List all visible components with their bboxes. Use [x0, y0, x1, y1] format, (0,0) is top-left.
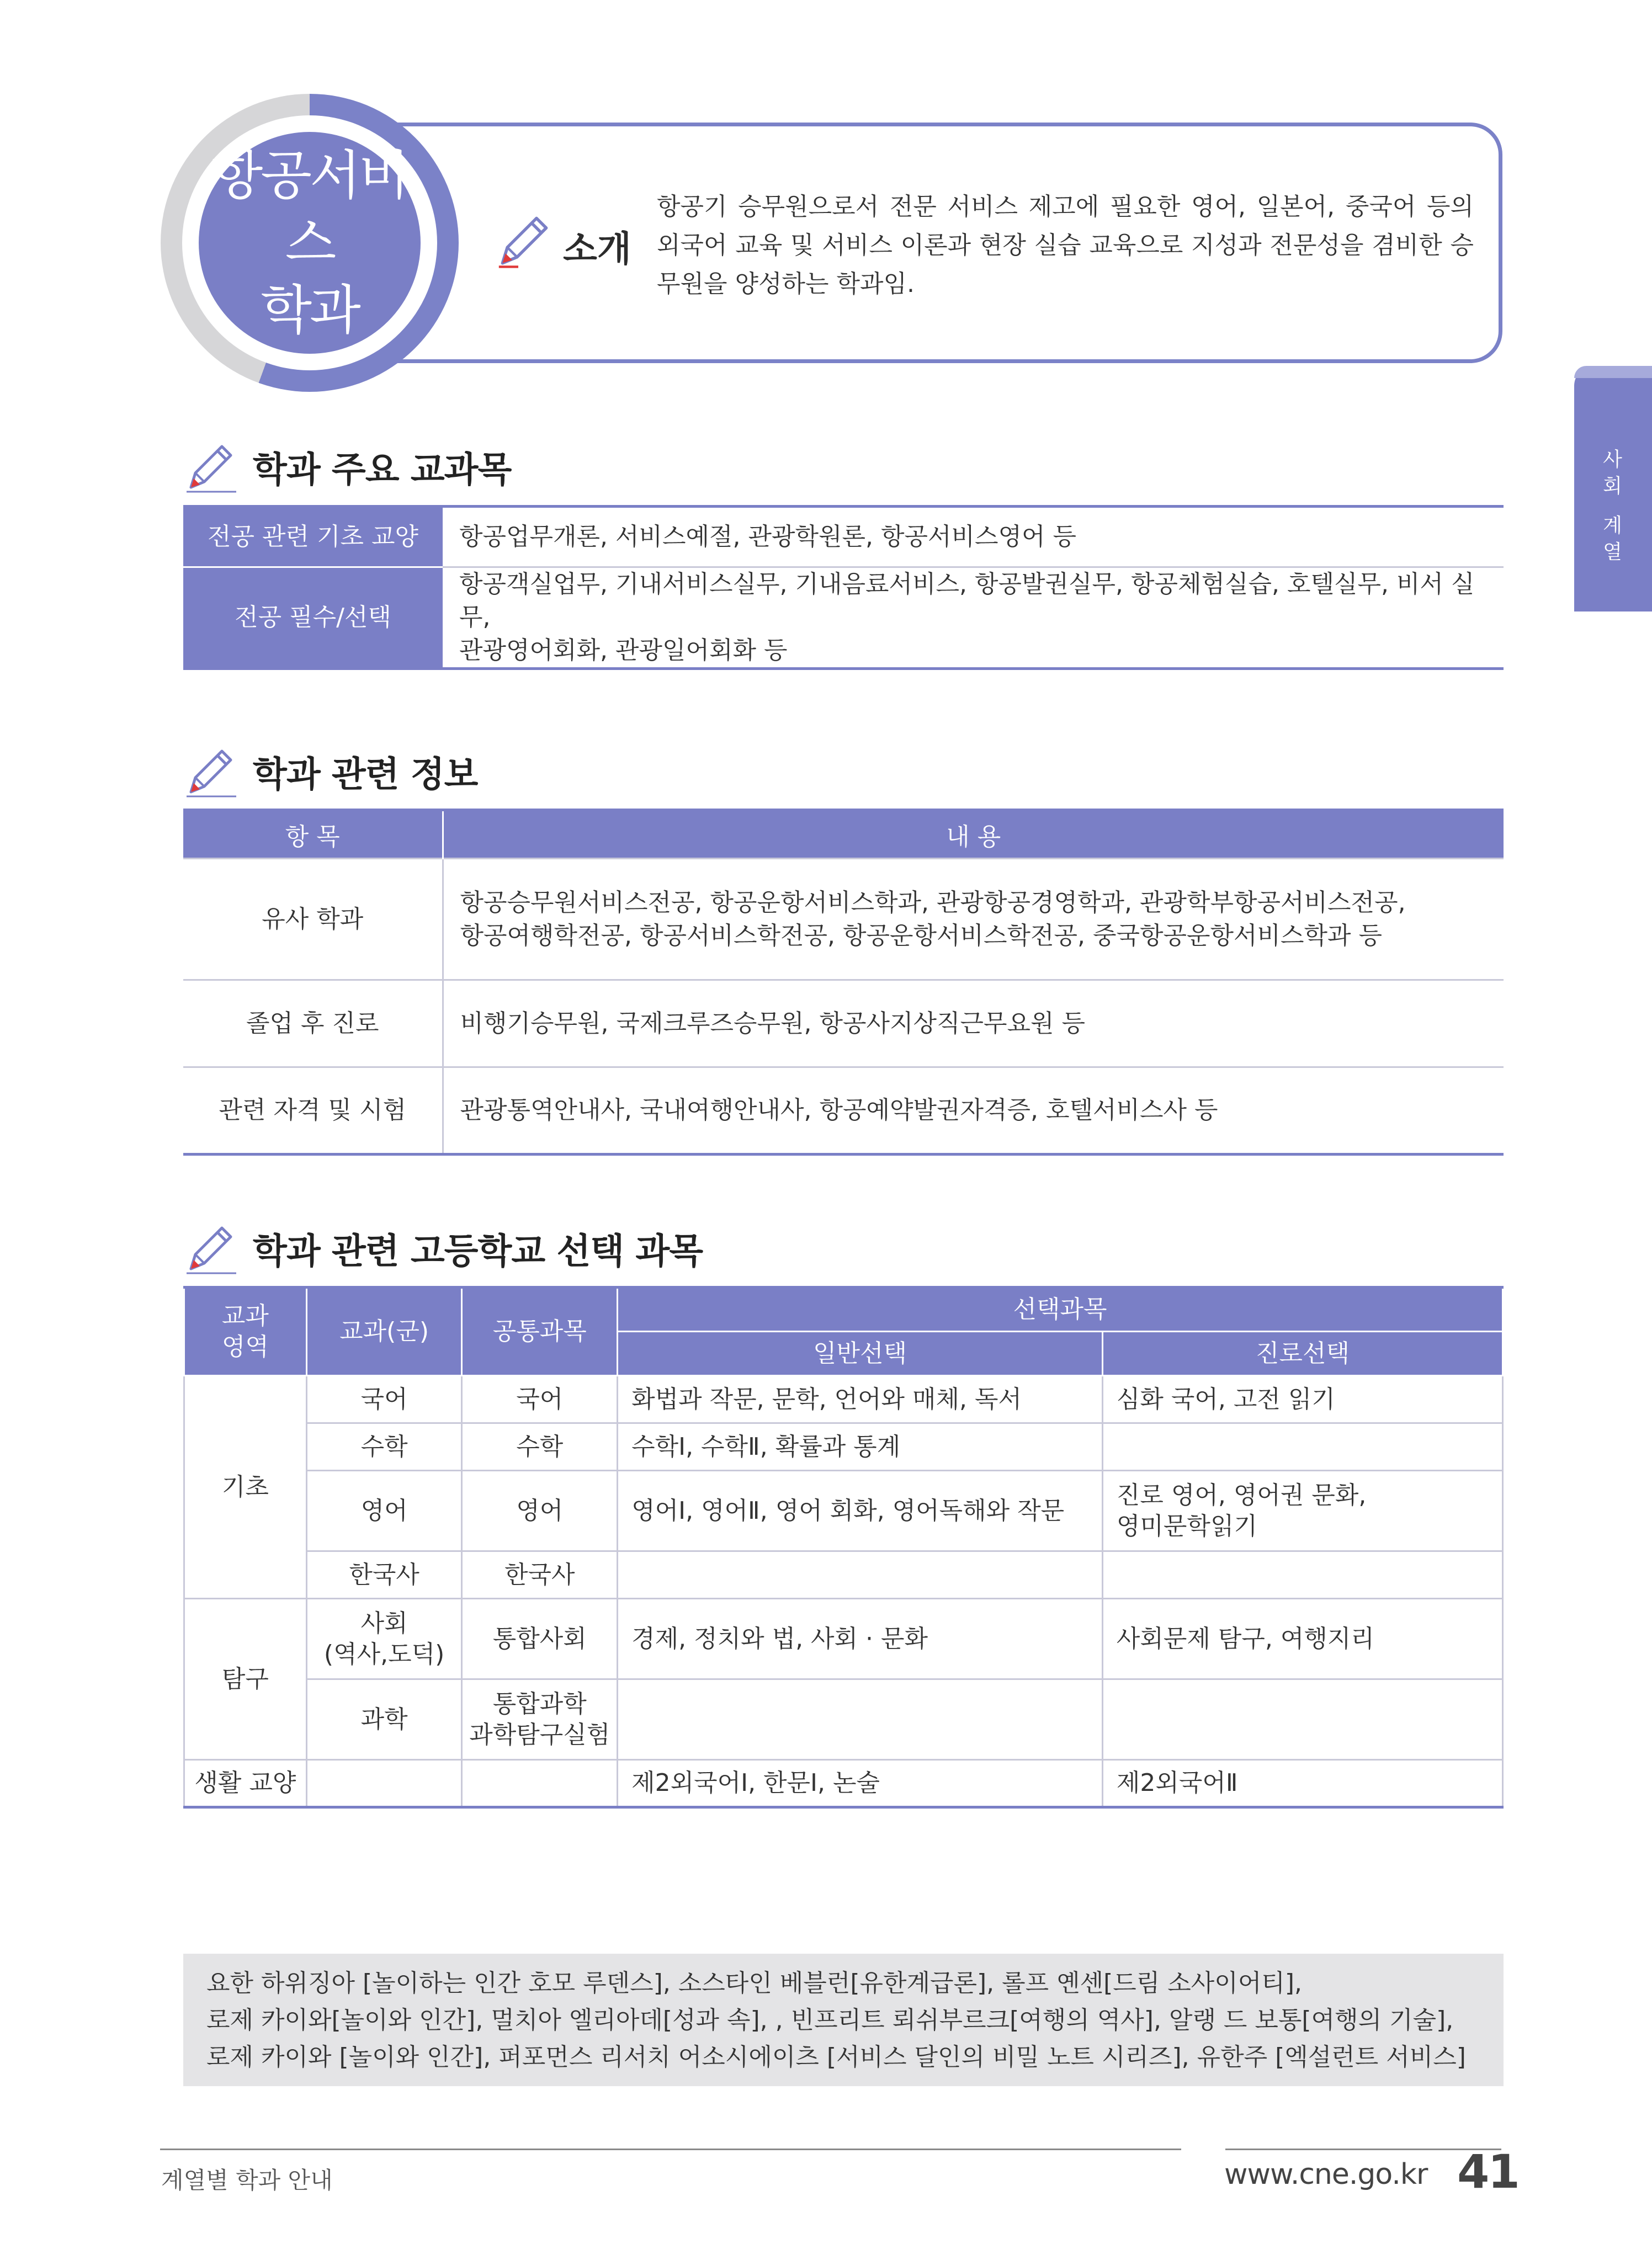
table-row: [184, 1679, 1503, 1760]
group-cell: 한국사: [306, 1551, 462, 1599]
header-career: 진로선택: [1102, 1332, 1502, 1376]
section-title: 학과 관련 고등학교 선택 과목: [253, 1231, 703, 1272]
table-row: [183, 507, 1504, 567]
row-content: 비행기승무원, 국제크루즈승무원, 항공사지상직근무요원 등: [443, 980, 1504, 1067]
general-cell: 영어Ⅰ, 영어Ⅱ, 영어 회화, 영어독해와 작문: [618, 1471, 1103, 1551]
general-cell: [618, 1551, 1103, 1599]
header-content: 내 용: [443, 810, 1504, 859]
common-cell: 한국사: [462, 1551, 618, 1599]
table-row: [183, 859, 1504, 980]
common-cell: 통합사회: [462, 1599, 618, 1679]
department-title-line1: 항공서비스: [211, 145, 408, 274]
table-row: [183, 567, 1504, 669]
common-cell: [462, 1760, 618, 1807]
area-cell: 탐구: [184, 1599, 307, 1760]
table-header-row: [183, 810, 1504, 859]
row-label: 관련 자격 및 시험: [183, 1067, 443, 1155]
row-content-line: 관광영어회화, 관광일어회화 등: [459, 636, 788, 664]
common-cell: 수학: [462, 1423, 618, 1471]
section-title: 학과 관련 정보: [253, 754, 478, 795]
career-cell: [1102, 1679, 1502, 1760]
row-label: 유사 학과: [183, 859, 443, 980]
group-cell: [306, 1760, 462, 1807]
common-cell: 통합과학 과학탐구실험: [462, 1679, 618, 1760]
side-tab-highlight: [1574, 366, 1652, 378]
row-content-line: 항공여행학전공, 항공서비스학전공, 항공운항서비스학전공, 중국항공운항서비스학과 등: [460, 921, 1383, 950]
side-tab-label: 사회 계열: [1600, 449, 1622, 568]
table-header-row: [184, 1288, 1503, 1332]
table-row: [184, 1423, 1503, 1471]
career-cell: [1102, 1423, 1502, 1471]
row-content-line: 항공승무원서비스전공, 항공운항서비스학과, 관광항공경영학과, 관광학부항공서비스전공,: [460, 888, 1406, 917]
department-badge: [199, 132, 421, 354]
group-cell: 영어: [306, 1471, 462, 1551]
row-content: [443, 567, 1504, 669]
header-area: 교과 영역: [184, 1288, 307, 1376]
table-row: [184, 1551, 1503, 1599]
career-cell: 진로 영어, 영어권 문화, 영미문학읽기: [1102, 1471, 1502, 1551]
reference-line: 요한 하위징아 [놀이하는 인간 호모 루덴스], 소스타인 베블런[유한계급론], 롤프 옌센[드림 소사이어티],: [206, 1969, 1302, 1997]
table-row: [184, 1599, 1503, 1679]
common-cell: 영어: [462, 1471, 618, 1551]
area-cell: 기초: [184, 1376, 307, 1599]
reference-line: 로제 카이와[놀이와 인간], 멀치아 엘리아데[성과 속], , 빈프리트 뢰쉬부르크[여행의 역사], 알랭 드 보통[여행의 기술],: [206, 2006, 1454, 2034]
career-cell: 제2외국어Ⅱ: [1102, 1760, 1502, 1807]
row-label: 전공 관련 기초 교양: [183, 507, 443, 567]
general-cell: 경제, 정치와 법, 사회 · 문화: [618, 1599, 1103, 1679]
row-label: 전공 필수/선택: [183, 567, 443, 669]
header-item: 항 목: [183, 810, 443, 859]
table-row: [183, 1067, 1504, 1155]
reference-line: 로제 카이와 [놀이와 인간], 퍼포먼스 리서치 어소시에이츠 [서비스 달인의 비밀 노트 시리즈], 유한주 [엑설런트 서비스]: [206, 2043, 1466, 2071]
group-cell: 수학: [306, 1423, 462, 1471]
table-row: [183, 980, 1504, 1067]
header-group: 교과(군): [306, 1288, 462, 1376]
header-common: 공통과목: [462, 1288, 618, 1376]
general-cell: 수학Ⅰ, 수학Ⅱ, 확률과 통계: [618, 1423, 1103, 1471]
common-cell: 국어: [462, 1376, 618, 1423]
row-content: [443, 859, 1504, 980]
row-content-line: 항공객실업무, 기내서비스실무, 기내음료서비스, 항공발권실무, 항공체험실습, 호텔실무, 비서 실무,: [459, 570, 1475, 631]
department-title-line2: 학과: [261, 279, 359, 341]
footer-divider: [160, 2149, 1181, 2150]
pencil-icon: [494, 210, 555, 270]
group-cell: 사회 (역사,도덕): [306, 1599, 462, 1679]
career-cell: 사회문제 탐구, 여행지리: [1102, 1599, 1502, 1679]
group-cell: 과학: [306, 1679, 462, 1760]
section-title: 학과 주요 교과목: [253, 450, 512, 491]
general-cell: 화법과 작문, 문학, 언어와 매체, 독서: [618, 1376, 1103, 1423]
row-content: 항공업무개론, 서비스예절, 관광학원론, 항공서비스영어 등: [443, 507, 1504, 567]
references-box: [183, 1954, 1504, 2086]
header-general: 일반선택: [618, 1332, 1103, 1376]
footer-section-name: 계열별 학과 안내: [161, 2167, 333, 2194]
section-heading-subjects: [183, 434, 511, 500]
career-cell: 심화 국어, 고전 읽기: [1102, 1376, 1502, 1423]
footer-url-link[interactable]: www.cne.go.kr: [1224, 2158, 1428, 2191]
section-heading-info: [183, 738, 478, 805]
department-info-table: [183, 809, 1504, 1156]
table-row: [184, 1760, 1503, 1807]
highschool-subjects-table: [183, 1286, 1504, 1809]
table-row: [184, 1471, 1503, 1551]
table-row: [184, 1376, 1503, 1423]
intro-text: 항공기 승무원으로서 전문 서비스 제고에 필요한 영어, 일본어, 중국어 등의 외국어 교육 및 서비스 이론과 현장 실습 교육으로 지성과 전문성을 겸비한 승무원을 양성하는 학과임.: [657, 193, 1474, 298]
career-cell: [1102, 1551, 1502, 1599]
general-cell: 제2외국어Ⅰ, 한문Ⅰ, 논술: [618, 1760, 1103, 1807]
pencil-icon: [183, 437, 238, 497]
row-content: 관광통역안내사, 국내여행안내사, 항공예약발권자격증, 호텔서비스사 등: [443, 1067, 1504, 1155]
pencil-icon: [183, 741, 238, 802]
group-cell: 국어: [306, 1376, 462, 1423]
category-side-tab[interactable]: [1574, 366, 1652, 611]
major-subjects-table: [183, 505, 1504, 670]
general-cell: [618, 1679, 1103, 1760]
page-number: 41: [1457, 2145, 1518, 2199]
intro-label: 소개: [563, 229, 631, 270]
section-heading-highschool: [183, 1215, 703, 1281]
pencil-icon: [183, 1218, 238, 1279]
row-label: 졸업 후 진로: [183, 980, 443, 1067]
area-cell: 생활 교양: [184, 1760, 307, 1807]
header-elective: 선택과목: [618, 1288, 1503, 1332]
